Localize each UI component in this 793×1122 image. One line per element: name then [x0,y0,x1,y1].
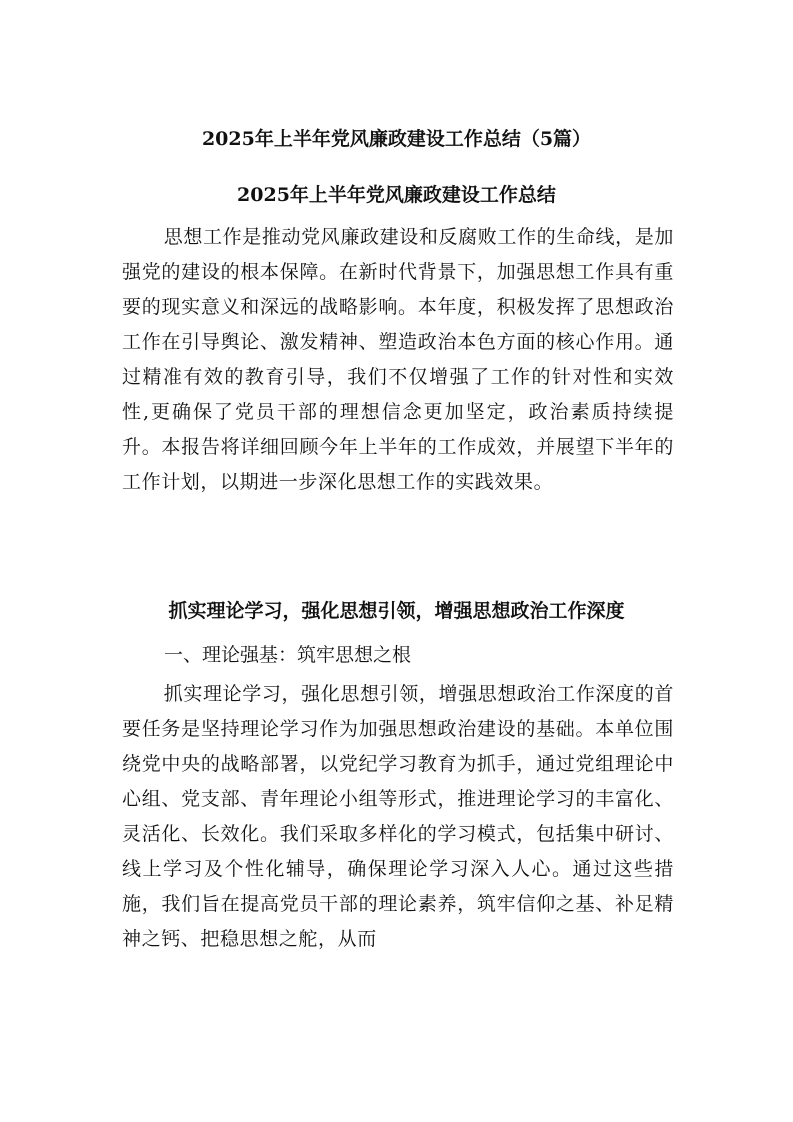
section-subheading: 一、理论强基：筑牢思想之根 [164,644,412,666]
document-subtitle: 2025年上半年党风廉政建设工作总结 [237,184,556,206]
section-heading: 抓实理论学习，强化思想引领，增强思想政治工作深度 [168,600,625,622]
section-paragraph: 抓实理论学习，强化思想引领，增强思想政治工作深度的首要任务是坚持理论学习作为加强思想政治建设的基础。本单位围绕党中央的战略部署，以党纪学习教育为抓手，通过党组理论中心组、党支部、青年理论小组等形式，推进理论学习的丰富化、灵活化、长效化。我们采取多样化的学习模式，包括集中研讨、线上学习及个性化辅导，确保理论学习深入人心。通过这些措施，我们旨在提高党员干部的理论素养，筑牢信仰之基、补足精神之钙、把稳思想之舵，从而 [122,683,674,950]
intro-paragraph-block [122,220,674,590]
section-paragraph-block [122,677,674,1037]
document-title: 2025年上半年党风廉政建设工作总结（5篇） [201,128,592,150]
intro-paragraph: 思想工作是推动党风廉政建设和反腐败工作的生命线，是加强党的建设的根本保障。在新时代背景下，加强思想工作具有重要的现实意义和深远的战略影响。本年度，积极发挥了思想政治工作在引导舆论、激发精神、塑造政治本色方面的核心作用。通过精准有效的教育引导，我们不仅增强了工作的针对性和实效性,更确保了党员干部的理想信念更加坚定，政治素质持续提升。本报告将详细回顾今年上半年的工作成效，并展望下半年的工作计划，以期进一步深化思想工作的实践效果。 [122,226,674,493]
